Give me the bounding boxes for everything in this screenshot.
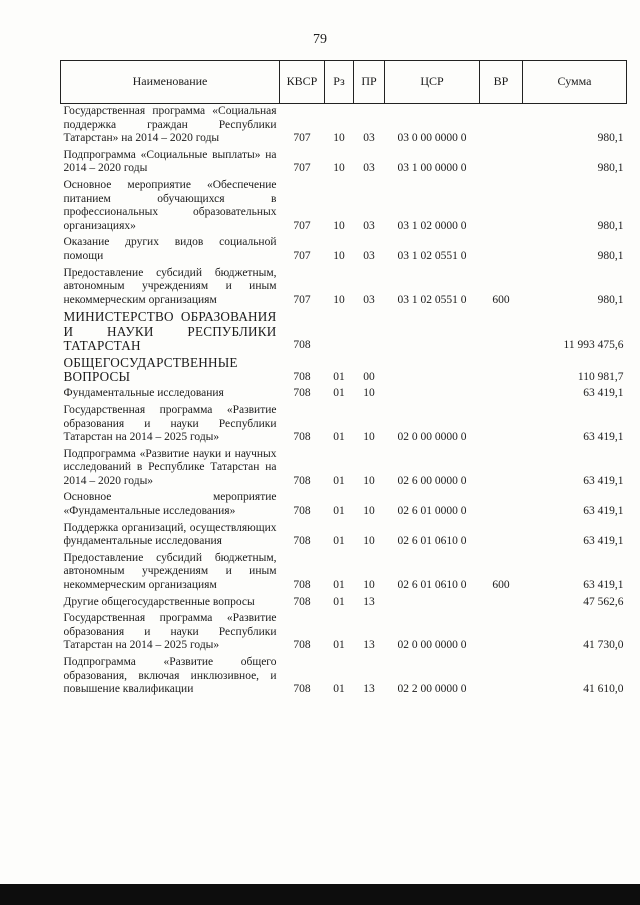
table-row: [61, 655, 627, 699]
table-row: [61, 178, 627, 235]
cell-name: Основное мероприятие «Фундаментальные исследования»: [63, 491, 277, 518]
cell-kvsr: 708: [293, 505, 311, 518]
cell-vr: [480, 447, 523, 491]
header-csr: ЦСР: [385, 61, 480, 104]
cell-pr: 00: [363, 370, 375, 383]
cell-rz: 10: [333, 249, 345, 262]
cell-sum: 980,1: [597, 162, 624, 175]
cell-vr: [480, 309, 523, 355]
cell-kvsr: 708: [293, 535, 311, 548]
cell-csr: 02 6 01 0610 0: [397, 579, 467, 592]
header-rz: Рз: [325, 61, 354, 104]
cell-csr: 02 2 00 0000 0: [397, 683, 467, 696]
header-vr: ВР: [480, 61, 523, 104]
cell-rz: 01: [333, 683, 345, 696]
cell-vr: 600: [492, 579, 510, 592]
cell-vr: [480, 403, 523, 447]
cell-pr: 13: [363, 639, 375, 652]
cell-pr: 13: [363, 595, 375, 608]
cell-kvsr: 708: [293, 683, 311, 696]
cell-kvsr: 708: [293, 339, 311, 352]
budget-table: [60, 60, 627, 699]
cell-csr: [385, 309, 480, 355]
cell-sum: 980,1: [597, 219, 624, 232]
cell-vr: [480, 595, 523, 612]
cell-csr: 03 1 02 0551 0: [397, 293, 467, 306]
cell-sum: 980,1: [597, 249, 624, 262]
cell-csr: 02 0 00 0000 0: [397, 431, 467, 444]
cell-pr: 03: [363, 249, 375, 262]
cell-sum: 980,1: [597, 293, 624, 306]
cell-csr: [385, 595, 480, 612]
cell-name: Государственная программа «Социальная поддержка граждан Республики Татарстан» на 2014 – 2020 годы: [63, 105, 277, 145]
header-sum: Сумма: [523, 61, 627, 104]
cell-name: Предоставление субсидий бюджетным, автономным учреждениям и иным некоммерческим организациям: [63, 551, 277, 592]
cell-vr: [480, 178, 523, 235]
table-row: [61, 386, 627, 403]
cell-pr: 10: [363, 387, 375, 400]
cell-name: Подпрограмма «Развитие общего образования, включая инклюзивное, и повышение квалификации: [63, 656, 277, 696]
cell-sum: 63 419,1: [583, 431, 624, 444]
cell-vr: [480, 148, 523, 178]
cell-name: ОБЩЕГОСУДАРСТВЕННЫЕ ВОПРОСЫ: [63, 354, 238, 385]
cell-rz: 01: [333, 505, 345, 518]
cell-kvsr: 708: [293, 639, 311, 652]
cell-pr: 10: [363, 535, 375, 548]
cell-pr: 13: [363, 683, 375, 696]
cell-name: Оказание других видов социальной помощи: [63, 236, 277, 262]
cell-vr: [480, 521, 523, 551]
cell-pr: 10: [363, 505, 375, 518]
cell-rz: 01: [333, 595, 345, 608]
cell-sum: 41 730,0: [583, 639, 624, 652]
cell-pr: 03: [363, 162, 375, 175]
cell-vr: [480, 655, 523, 699]
table-row: [61, 551, 627, 595]
table-row: [61, 595, 627, 612]
cell-sum: 63 419,1: [583, 535, 624, 548]
header-name: Наименование: [61, 61, 280, 104]
cell-csr: 02 6 00 0000 0: [397, 474, 467, 487]
cell-vr: [480, 104, 523, 148]
cell-vr: 600: [492, 293, 510, 306]
cell-rz: 01: [333, 535, 345, 548]
cell-sum: 980,1: [597, 132, 624, 145]
table-row: [61, 104, 627, 148]
cell-rz: 01: [333, 474, 345, 487]
cell-name: Государственная программа «Развитие образования и науки Республики Татарстан на 2014 – 2025 годы»: [63, 403, 277, 444]
cell-kvsr: 708: [293, 387, 311, 400]
cell-pr: 10: [363, 431, 375, 444]
cell-csr: [385, 386, 480, 403]
cell-name: Другие общегосударственные вопросы: [63, 595, 255, 608]
cell-rz: [325, 309, 354, 355]
cell-kvsr: 708: [293, 431, 311, 444]
page-number: 79: [313, 32, 327, 47]
table-row: [61, 148, 627, 178]
cell-vr: [480, 235, 523, 265]
cell-csr: 03 0 00 0000 0: [397, 132, 467, 145]
cell-name: Поддержка организаций, осуществляющих фундаментальные исследования: [63, 521, 277, 548]
cell-kvsr: 708: [293, 579, 311, 592]
table-row: [61, 521, 627, 551]
cell-csr: 03 1 02 0551 0: [397, 249, 467, 262]
cell-name: МИНИСТЕРСТВО ОБРАЗОВАНИЯ И НАУКИ РЕСПУБЛИКИ ТАТАРСТАН: [63, 309, 277, 353]
cell-kvsr: 707: [293, 249, 311, 262]
cell-name: Подпрограмма «Развитие науки и научных исследований в Республике Татарстан на 2014 – 2020 годы»: [63, 447, 277, 487]
table-row: [61, 309, 627, 355]
cell-vr: [480, 611, 523, 655]
table-header-row: [61, 61, 627, 104]
header-kvsr: КВСР: [280, 61, 325, 104]
cell-sum: 41 610,0: [583, 683, 624, 696]
cell-vr: [480, 355, 523, 386]
cell-rz: 01: [333, 370, 345, 383]
cell-kvsr: 708: [293, 370, 311, 383]
header-pr: ПР: [354, 61, 385, 104]
cell-rz: 10: [333, 219, 345, 232]
table-row: [61, 447, 627, 491]
cell-vr: [480, 386, 523, 403]
cell-csr: 02 6 01 0610 0: [397, 535, 467, 548]
table-row: [61, 235, 627, 265]
cell-pr: 10: [363, 474, 375, 487]
cell-kvsr: 707: [293, 132, 311, 145]
cell-name: Фундаментальные исследования: [63, 387, 224, 400]
cell-kvsr: 708: [293, 474, 311, 487]
cell-rz: 01: [333, 639, 345, 652]
cell-sum: 63 419,1: [583, 579, 624, 592]
cell-name: Государственная программа «Развитие образования и науки Республики Татарстан на 2014 – 2025 годы»: [63, 612, 277, 652]
cell-csr: 02 6 01 0000 0: [397, 505, 467, 518]
cell-pr: 03: [363, 293, 375, 306]
cell-kvsr: 708: [293, 595, 311, 608]
scan-edge-bar: [0, 884, 640, 905]
cell-name: Подпрограмма «Социальные выплаты» на 2014 – 2020 годы: [63, 148, 277, 175]
cell-kvsr: 707: [293, 219, 311, 232]
cell-pr: 03: [363, 219, 375, 232]
cell-csr: 02 0 00 0000 0: [397, 639, 467, 652]
cell-rz: 01: [333, 431, 345, 444]
cell-csr: [385, 355, 480, 386]
cell-csr: 03 1 00 0000 0: [397, 162, 467, 175]
cell-kvsr: 707: [293, 293, 311, 306]
cell-pr: [354, 309, 385, 355]
cell-sum: 63 419,1: [583, 387, 624, 400]
cell-pr: 03: [363, 132, 375, 145]
cell-rz: 10: [333, 132, 345, 145]
cell-sum: 47 562,6: [583, 595, 624, 608]
cell-sum: 63 419,1: [583, 505, 624, 518]
cell-rz: 01: [333, 387, 345, 400]
cell-vr: [480, 490, 523, 520]
cell-rz: 01: [333, 579, 345, 592]
cell-rz: 10: [333, 293, 345, 306]
cell-sum: 110 981,7: [577, 370, 624, 383]
table-row: [61, 490, 627, 520]
table-row: [61, 403, 627, 447]
cell-csr: 03 1 02 0000 0: [397, 219, 467, 232]
cell-sum: 11 993 475,6: [563, 339, 624, 352]
cell-pr: 10: [363, 579, 375, 592]
cell-name: Основное мероприятие «Обеспечение питанием обучающихся в профессиональных образовательных организациях»: [63, 178, 277, 232]
cell-rz: 10: [333, 162, 345, 175]
cell-sum: 63 419,1: [583, 474, 624, 487]
cell-kvsr: 707: [293, 162, 311, 175]
table-row: [61, 611, 627, 655]
table-row: [61, 355, 627, 386]
table-row: [61, 266, 627, 310]
cell-name: Предоставление субсидий бюджетным, автономным учреждениям и иным некоммерческим организациям: [63, 266, 277, 306]
